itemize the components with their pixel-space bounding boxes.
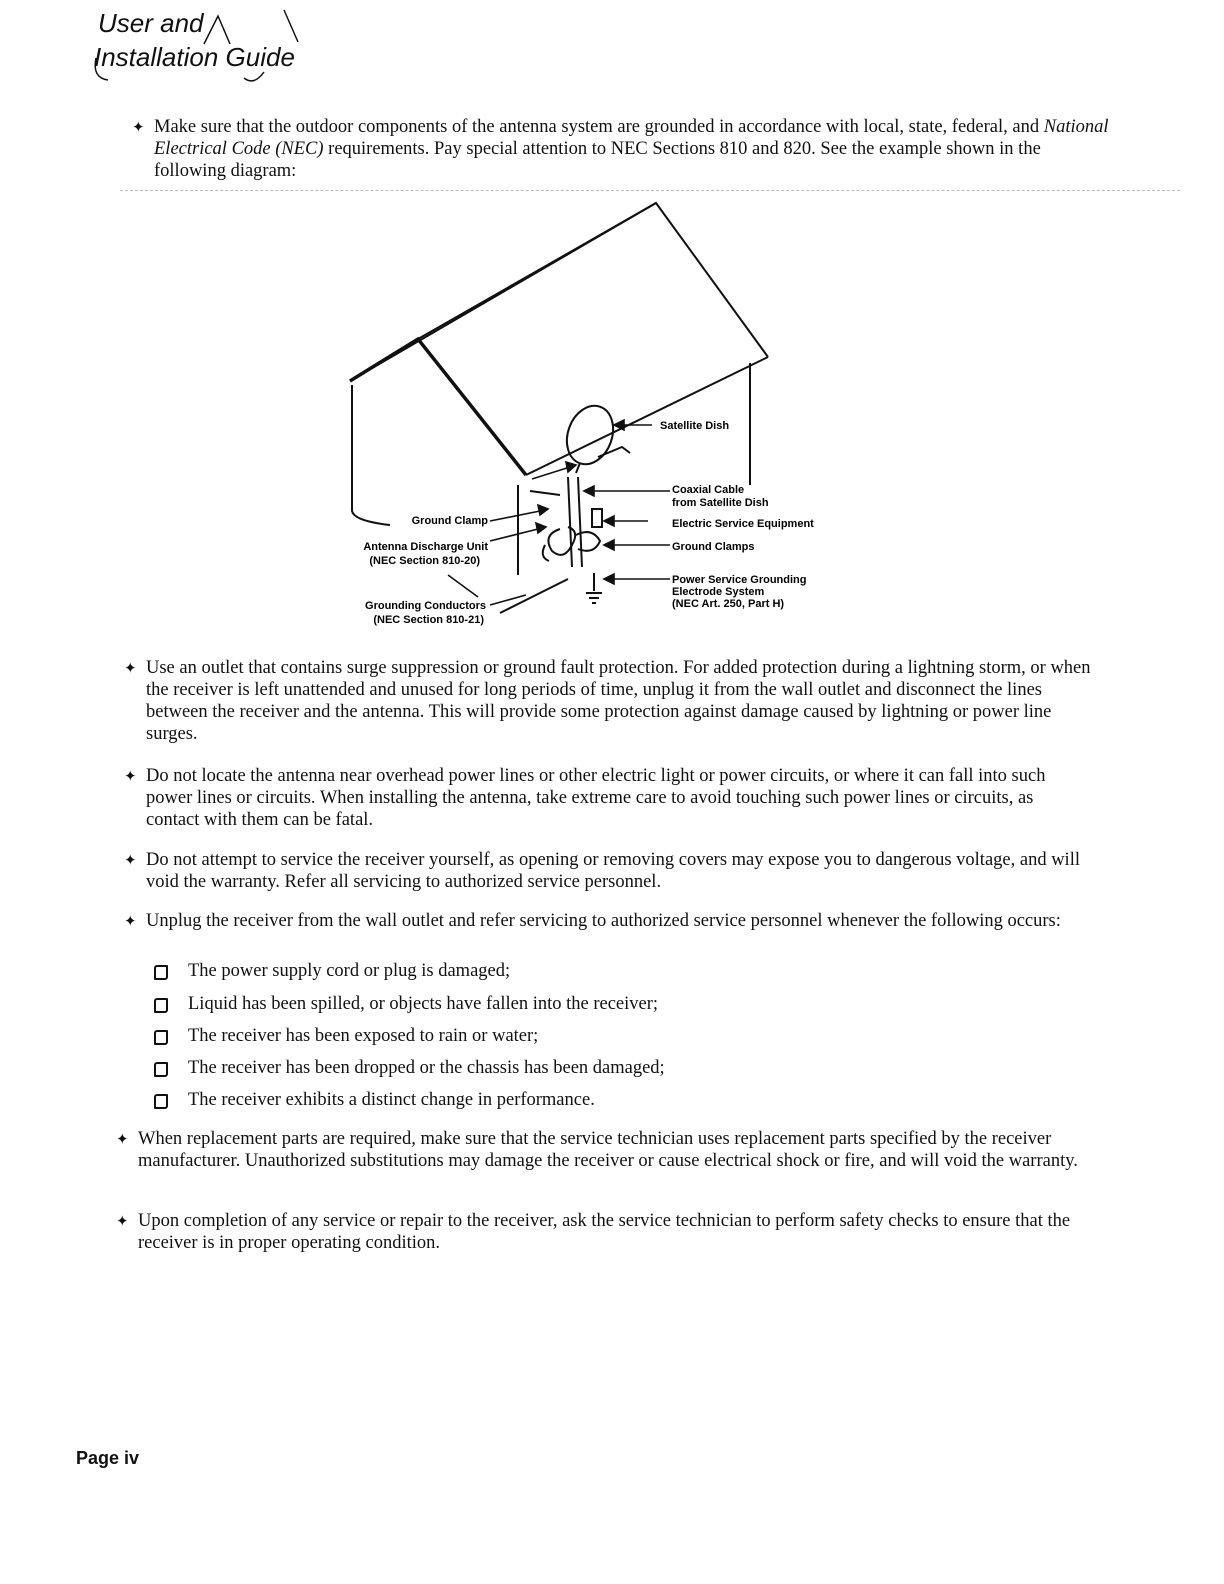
diamond-bullet-icon: ✦	[116, 1130, 129, 1148]
label-electric-service: Electric Service Equipment	[672, 518, 814, 530]
roof-gable	[350, 339, 526, 475]
diamond-bullet-icon: ✦	[124, 851, 137, 869]
condition-item: Liquid has been spilled, or objects have fallen into the receiver;	[188, 993, 658, 1015]
checkbox-square-icon	[154, 1030, 168, 1045]
condition-item: The power supply cord or plug is damaged;	[188, 960, 510, 982]
bullet-unplug: ✦ Unplug the receiver from the wall outlet and refer servicing to authorized service personnel whenever the following occurs:	[124, 911, 1061, 931]
grounding-diagram	[330, 195, 870, 645]
bullet-power-lines: ✦ Do not locate the antenna near overhead power lines or other electric light or power circuits, or where it can fall into such power lines or circuits. When installing the antenna, take extreme care to avoid touching such power lines or circuits, as contact with them can be fatal.	[124, 766, 1046, 830]
checkbox-square-icon	[154, 1094, 168, 1109]
condition-item: The receiver has been dropped or the chassis has been damaged;	[188, 1057, 665, 1079]
page-number: Page iv	[76, 1448, 140, 1468]
checkbox-square-icon	[154, 998, 168, 1013]
diamond-bullet-icon: ✦	[116, 1212, 129, 1230]
label-ground-clamps: Ground Clamps	[672, 541, 755, 553]
diamond-bullet-icon: ✦	[124, 659, 137, 677]
bullet-safety-checks: ✦ Upon completion of any service or repair to the receiver, ask the service technician to perform safety checks to ensure that the receiver is in proper operating condition.	[116, 1211, 1071, 1253]
condition-item: The receiver exhibits a distinct change in performance.	[188, 1089, 595, 1111]
label-nec-810-21: (NEC Section 810-21)	[373, 614, 484, 626]
header-line-2: Installation Guide	[94, 42, 295, 72]
label-satellite-dish: Satellite Dish	[660, 420, 730, 432]
header-line-1: User and	[98, 8, 204, 38]
checkbox-square-icon	[154, 965, 168, 980]
divider	[120, 190, 1180, 192]
bullet-replacement-parts: ✦ When replacement parts are required, make sure that the service technician uses replacement parts specified by the receiver manufacturer. Unauthorized substitutions may damage the receiver or cause electrical shock or fire, and will void the warranty.	[116, 1129, 1078, 1171]
condition-item: The receiver has been exposed to rain or water;	[188, 1025, 538, 1047]
label-electrode-system: Electrode System	[672, 586, 765, 598]
diamond-bullet-icon: ✦	[124, 912, 137, 930]
bullet-service: ✦ Do not attempt to service the receiver yourself, as opening or removing covers may expose you to dangerous voltage, and will void the warranty. Refer all servicing to authorized service personnel.	[124, 850, 1080, 892]
checkbox-square-icon	[154, 1062, 168, 1077]
guide-header	[94, 6, 354, 86]
label-ground-clamp: Ground Clamp	[411, 515, 488, 527]
bullet-surge: ✦ Use an outlet that contains surge suppression or ground fault protection. For added protection during a lightning storm, or when the receiver is left unattended and unused for long periods of time, unplug it from the wall outlet and disconnect the lines between the receiver and the antenna. This will provide some protection against damage caused by lightning or power line surges.	[124, 658, 1091, 744]
label-coaxial-cable: Coaxial Cable	[672, 484, 745, 496]
diamond-bullet-icon: ✦	[124, 767, 137, 785]
roof-outline	[350, 203, 768, 381]
label-nec-art-250: (NEC Art. 250, Part H)	[672, 598, 785, 610]
label-coaxial-cable-from: from Satellite Dish	[672, 497, 769, 509]
diamond-bullet-icon: ✦	[132, 118, 145, 136]
label-nec-810-20: (NEC Section 810-20)	[369, 555, 480, 567]
intro-bullet: ✦ Make sure that the outdoor components of the antenna system are grounded in accordance with local, state, federal, and National Electrical Code (NEC) requirements. Pay special attention to NEC Sections 810 and 820. See the example shown in the following diagram:	[132, 117, 1109, 181]
label-grounding-conductors: Grounding Conductors	[365, 600, 486, 612]
label-power-grounding: Power Service Grounding	[672, 574, 807, 586]
label-discharge-unit: Antenna Discharge Unit	[363, 541, 488, 553]
header-scribble-icon	[94, 6, 354, 86]
